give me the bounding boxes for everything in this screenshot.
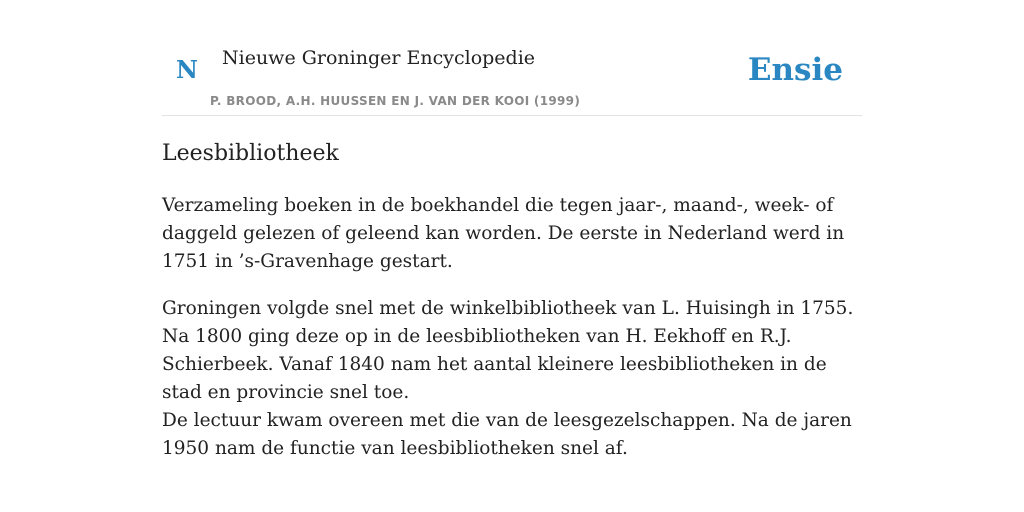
encyclopedia-header — [162, 0, 862, 116]
entry-card — [162, 0, 862, 512]
encyclopedia-logo-icon[interactable]: N — [176, 55, 198, 84]
entry-paragraph-1: Verzameling boeken in de boekhandel die tegen jaar-, maand-, week- of daggeld gelezen of geleend kan worden. De eerste in Nederland werd in 1751 in ’s-Gravenhage gestart. — [162, 195, 845, 272]
encyclopedia-title-link[interactable]: Nieuwe Groninger Encyclopedie — [222, 47, 536, 69]
encyclopedia-authors: P. BROOD, A.H. HUUSSEN EN J. VAN DER KOOI (1999) — [210, 94, 581, 108]
entry-paragraph-3: De lectuur kwam overeen met die van de leesgezelschappen. Na de jaren 1950 nam de functie van leesbibliotheken snel af. — [162, 410, 852, 459]
entry-title: Leesbibliotheek — [162, 141, 339, 166]
entry-paragraph-2: Groningen volgde snel met de winkelbibliotheek van L. Huisingh in 1755. Na 1800 ging deze op in de leesbibliotheken van H. Eekhoff en R.J. Schierbeek. Vanaf 1840 nam het aantal kleinere leesbibliotheken in de stad en provincie snel toe. — [162, 298, 854, 403]
ensie-brand-logo[interactable]: Ensie — [747, 52, 843, 88]
